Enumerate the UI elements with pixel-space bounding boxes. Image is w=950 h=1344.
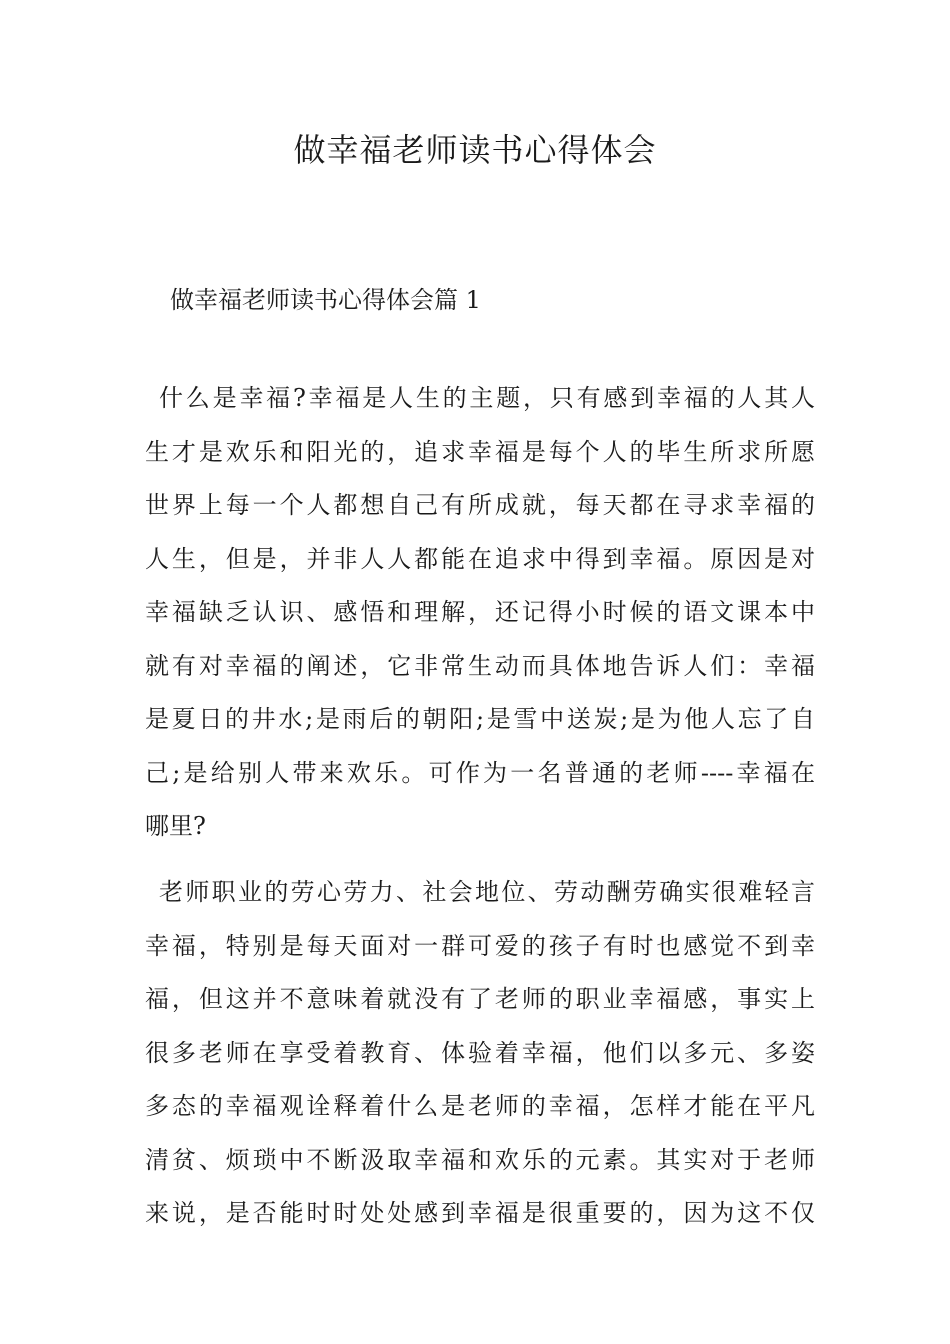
paragraph-1 [145, 372, 815, 854]
paragraph-line: 就有对幸福的阐述，它非常生动而具体地告诉人们：幸福 [145, 651, 815, 680]
paragraph-line: 福，但这并不意味着就没有了老师的职业幸福感，事实上 [145, 985, 815, 1013]
paragraph-2 [145, 866, 815, 1241]
paragraph-line: 是夏日的井水;是雨后的朝阳;是雪中送炭;是为他人忘了自 [145, 705, 815, 733]
paragraph-line: 生才是欢乐和阳光的，追求幸福是每个人的毕生所求所愿 [145, 437, 815, 466]
paragraph-line: 很多老师在享受着教育、体验着幸福，他们以多元、多姿 [145, 1038, 815, 1067]
paragraph-line: 多态的幸福观诠释着什么是老师的幸福，怎样才能在平凡 [145, 1092, 815, 1120]
paragraph-line: 世界上每一个人都想自己有所成就，每天都在寻求幸福的 [145, 491, 815, 519]
paragraph-line: 老师职业的劳心劳力、社会地位、劳动酬劳确实很难轻言 [159, 878, 815, 906]
paragraph-line: 什么是幸福?幸福是人生的主题，只有感到幸福的人其人 [159, 384, 815, 412]
paragraph-line: 幸福缺乏认识、感悟和理解，还记得小时候的语文课本中 [145, 598, 815, 626]
section-heading: 做幸福老师读书心得体会篇 1 [170, 286, 481, 314]
paragraph-line: 人生，但是，并非人人都能在追求中得到幸福。原因是对 [145, 544, 815, 573]
paragraph-line: 己;是给别人带来欢乐。可作为一名普通的老师----幸福在 [145, 758, 815, 787]
paragraph-line: 来说，是否能时时处处感到幸福是很重要的，因为这不仅 [145, 1199, 815, 1227]
paragraph-line: 幸福，特别是每天面对一群可爱的孩子有时也感觉不到幸 [145, 931, 815, 960]
document-title: 做幸福老师读书心得体会 [293, 131, 657, 169]
paragraph-line: 哪里? [145, 812, 206, 840]
paragraph-line: 清贫、烦琐中不断汲取幸福和欢乐的元素。其实对于老师 [145, 1145, 815, 1174]
